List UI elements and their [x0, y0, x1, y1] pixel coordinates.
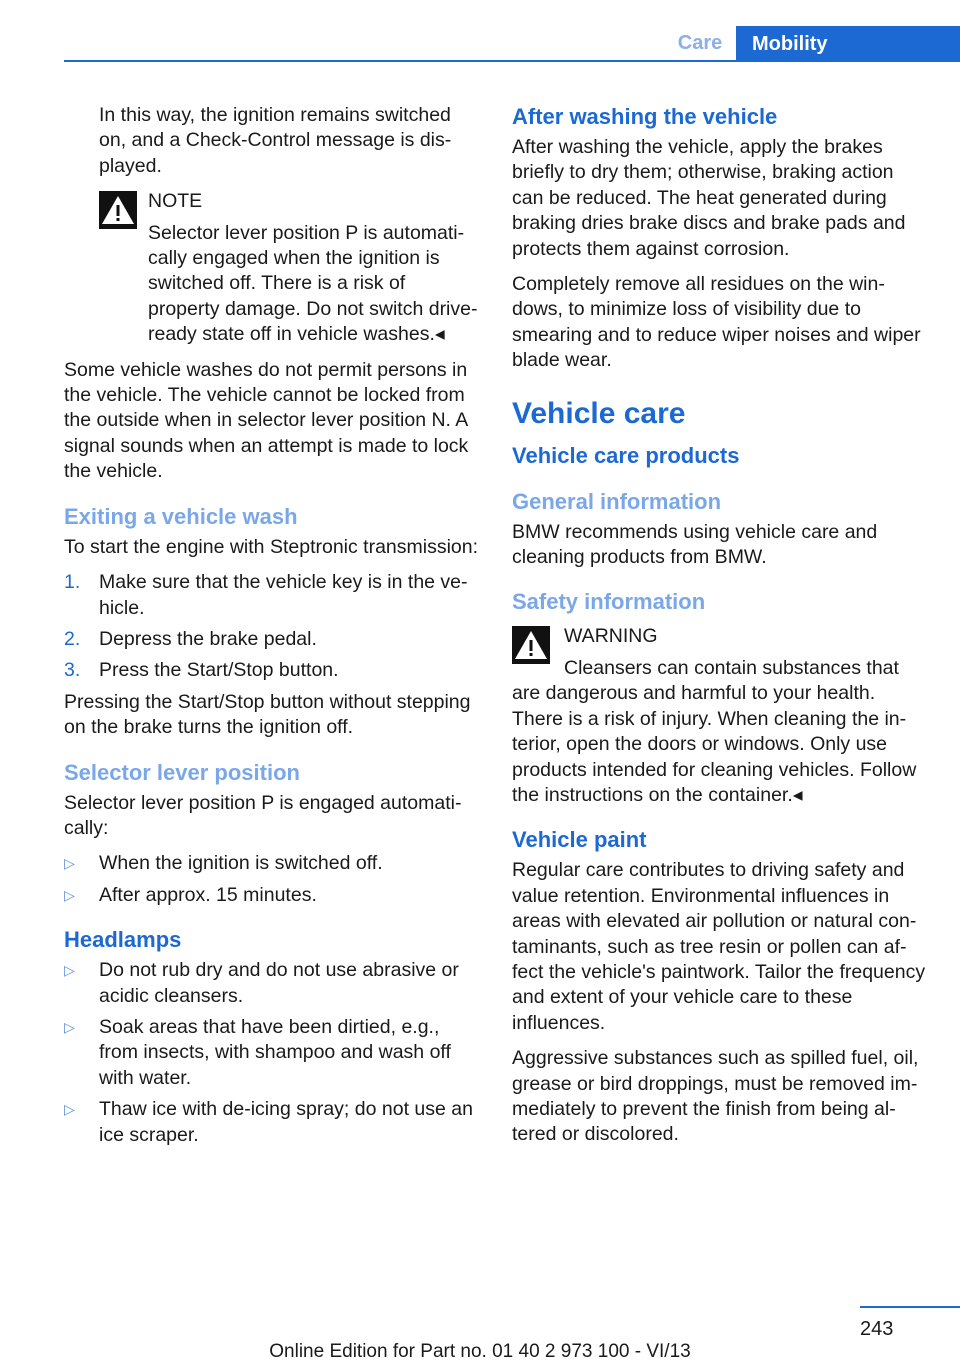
exiting-intro: To start the engine with Steptronic transmission:: [64, 535, 479, 558]
list-item: 2. Depress the brake pedal.: [64, 627, 317, 650]
exiting-heading: Exiting a vehicle wash: [64, 503, 298, 529]
paint-p1: Regular care contributes to driving safety and value retention. Environmental influences in areas with elevated air pollution or natural contaminants, such as tree resin or pollen can affect the vehicle's paintwork. Tailor the frequency and extent of your vehicle care to these influences.: [512, 859, 926, 1034]
tab-mobility[interactable]: Mobility: [736, 26, 960, 62]
note-box: [64, 189, 480, 347]
left-column: [64, 103, 480, 1154]
footer-edition: Online Edition for Part no. 01 40 2 973 100 - VI/13: [269, 1341, 691, 1362]
list-item: ▷ Do not rub dry and do not use abrasive or acidic cleansers.: [64, 958, 480, 1009]
list-item: ▷ Soak areas that have been dirtied, e.g., from insects, with shampoo and wash off with water.: [64, 1015, 480, 1091]
exiting-steps: [64, 570, 480, 684]
bullet-triangle-icon: ▷: [64, 855, 75, 872]
care-products-heading: Vehicle care products: [512, 442, 740, 468]
list-item: ▷ After approx. 15 minutes.: [64, 883, 480, 908]
paint-p2: Aggressive substances such as spilled fuel, oil, grease or bird droppings, must be removed immediately to prevent the finish from being altered or discolored.: [512, 1047, 919, 1146]
warning-triangle-icon: [512, 626, 550, 664]
page-number: 243: [860, 1318, 894, 1340]
list-item: ▷ When the ignition is switched off.: [64, 851, 480, 876]
vehicle-care-heading: Vehicle care: [512, 396, 686, 430]
safety-info-heading: Safety information: [512, 589, 706, 615]
warning-triangle-icon: [99, 191, 137, 229]
selector-heading: Selector lever position: [64, 759, 300, 785]
note-label: NOTE: [148, 190, 203, 213]
list-item: 1. Make sure that the vehicle key is in the vehicle.: [64, 571, 468, 619]
right-column: [512, 103, 928, 1158]
bullet-triangle-icon: ▷: [64, 886, 75, 903]
washes-paragraph: Some vehicle washes do not permit persons in the vehicle. The vehicle cannot be locked from the outside when in selector lever position N. A signal sounds when an attempt is made to lock the vehicle.: [64, 358, 469, 483]
vehicle-paint-heading: Vehicle paint: [512, 827, 647, 853]
after-wash-heading: After washing the vehicle: [512, 104, 778, 129]
after-wash-p2: Completely remove all residues on the windows, to minimize loss of visibility due to smearing and to reduce wiper noises and wiper blade wear.: [512, 273, 921, 372]
general-info-text: BMW recommends using vehicle care and cleaning products from BMW.: [512, 520, 878, 569]
general-info-heading: General information: [512, 488, 722, 514]
bullet-triangle-icon: ▷: [64, 962, 75, 979]
headlamps-list: [64, 958, 480, 1148]
list-item: 3. Press the Start/Stop button.: [64, 659, 339, 682]
headlamps-heading: Headlamps: [64, 927, 182, 953]
after-wash-p1: After washing the vehicle, apply the brakes briefly to dry them; otherwise, braking action can be reduced. The heat generated during braking dries brake discs and brake pads and protects them against corrosion.: [512, 136, 906, 260]
page-number-rule: [860, 1306, 960, 1308]
intro-paragraph: In this way, the ignition remains switched on, and a Check-Control message is displayed.: [99, 104, 452, 177]
selector-intro: Selector lever position P is engaged automatically:: [64, 791, 462, 839]
tab-care[interactable]: Care: [677, 31, 723, 54]
warning-text: Cleansers can contain substances that are dangerous and harmful to your health. There is a risk of injury. When cleaning the interior, open the doors or windows. Only use products intended for cleaning vehicles. Follow the instructions on the container.◂: [512, 656, 917, 806]
list-item: ▷ Thaw ice with de-icing spray; do not use an ice scraper.: [64, 1097, 480, 1148]
warning-box: [512, 624, 928, 808]
note-text: Selector lever position P is automatically engaged when the ignition is switched off. There is a risk of property damage. Do not switch drive-ready state off in vehicle washes.◂: [148, 221, 478, 346]
bullet-triangle-icon: ▷: [64, 1101, 75, 1118]
bullet-triangle-icon: ▷: [64, 1018, 75, 1035]
warning-label: WARNING: [564, 625, 658, 648]
exiting-outro: Pressing the Start/Stop button without stepping on the brake turns the ignition off.: [64, 690, 471, 739]
selector-list: [64, 851, 480, 908]
